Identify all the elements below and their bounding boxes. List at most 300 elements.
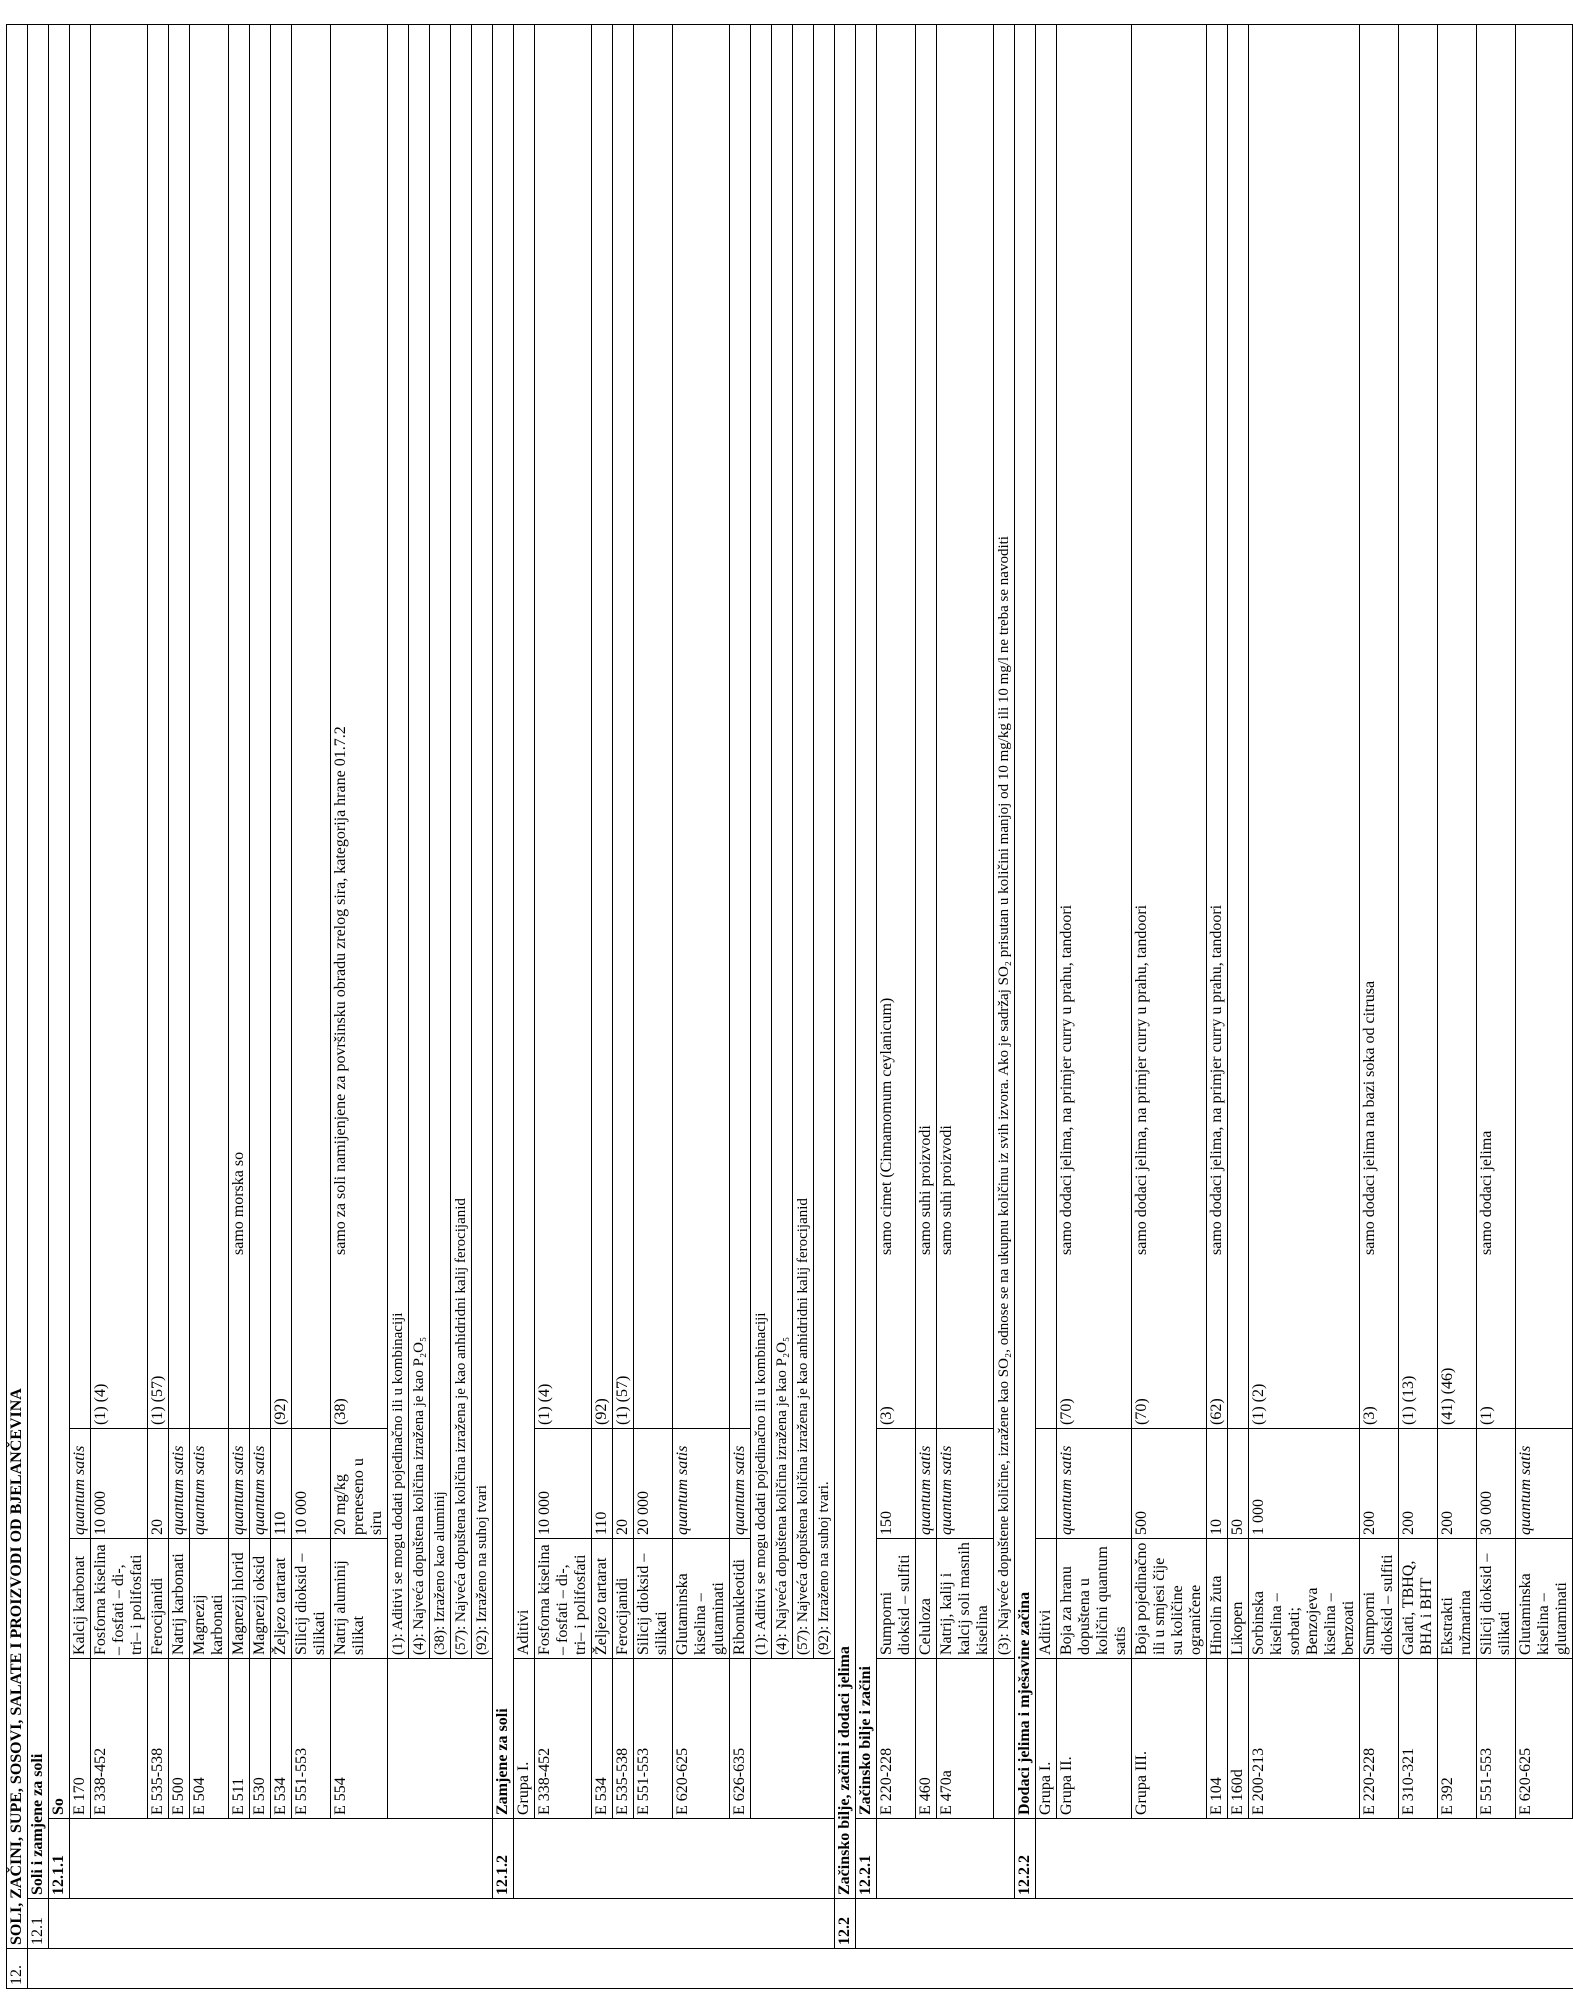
spacer-cell — [877, 1819, 916, 1899]
footnote: (57): Najveća dopuštena količina izražena je kao anhidridni kalij ferocijanid — [451, 24, 472, 1658]
restriction: samo suhi proizvodi — [938, 1125, 955, 1255]
footnote-row — [994, 24, 1015, 1988]
spacer-cell — [613, 1899, 634, 1949]
heading-number: 12.1.2 — [493, 1819, 514, 1899]
additive-code: E 338-452 — [91, 1659, 148, 1819]
restriction: samo cimet (Cinnamomum ceylanicum) — [878, 997, 895, 1255]
spacer-cell — [190, 1899, 229, 1949]
max-level: 500 — [1132, 1429, 1207, 1539]
spacer-cell — [472, 1949, 493, 1989]
group-row — [514, 24, 535, 1988]
table-row — [916, 24, 937, 1988]
category-number: 12.1.1 — [49, 1819, 70, 1899]
spacer-cell — [994, 1659, 1015, 1819]
table-row — [1249, 24, 1360, 1988]
spacer-cell — [535, 1819, 592, 1899]
spacer-cell — [409, 1899, 430, 1949]
footnote-refs: (1) (57) — [614, 1375, 631, 1425]
spacer-cell — [730, 1899, 751, 1949]
notes-and-restrictions — [634, 24, 673, 1428]
spacer-cell — [1207, 1819, 1228, 1899]
spacer-cell — [250, 1899, 271, 1949]
spacer-cell — [772, 1659, 793, 1819]
section-row — [7, 24, 28, 1988]
additive-code: E 530 — [250, 1659, 271, 1819]
spacer-cell — [1228, 1949, 1249, 1989]
table-row — [613, 24, 634, 1988]
spacer-cell — [70, 1899, 91, 1949]
spacer-cell — [250, 1819, 271, 1899]
food-additives-table — [6, 25, 1573, 1989]
spacer-cell — [190, 1949, 229, 1989]
spacer-cell — [292, 1949, 331, 1989]
subsection-row — [28, 24, 49, 1988]
max-level — [1036, 1429, 1057, 1539]
heading-row — [835, 24, 856, 1988]
heading-number: 12.2.2 — [1015, 1819, 1036, 1899]
spacer-cell — [430, 1659, 451, 1819]
spacer-cell — [1015, 1949, 1036, 1989]
notes-and-restrictions — [1477, 24, 1516, 1428]
spacer-cell — [1477, 1819, 1516, 1899]
spacer-cell — [1036, 1899, 1057, 1949]
heading-number: 12.2 — [835, 1899, 856, 1949]
spacer-cell — [1132, 1899, 1207, 1949]
spacer-cell — [70, 1949, 91, 1989]
spacer-cell — [169, 1819, 190, 1899]
subsection-title: Soli i zamjene za soli — [28, 24, 49, 1898]
additive-name: Željezo tartarat — [271, 1539, 292, 1659]
max-level: quantum satis — [916, 1429, 937, 1539]
spacer-cell — [292, 1819, 331, 1899]
additive-name: Silicij dioksid – silikati — [634, 1539, 673, 1659]
max-level: quantum satis — [1057, 1429, 1132, 1539]
table-row — [535, 24, 592, 1988]
spacer-cell — [430, 1949, 451, 1989]
subsection-number: 12.1 — [28, 1899, 49, 1949]
additive-name: Sorbinska kiselina – sorbati; Benzojeva kiselina – benzoati — [1249, 1539, 1360, 1659]
spacer-cell — [793, 1659, 814, 1819]
spacer-cell — [751, 1659, 772, 1819]
notes-and-restrictions — [1438, 24, 1477, 1428]
footnote-row — [793, 24, 814, 1988]
spacer-cell — [592, 1899, 613, 1949]
spacer-cell — [91, 1949, 148, 1989]
spacer-cell — [1036, 1949, 1057, 1989]
additive-code: E 620-625 — [673, 1659, 730, 1819]
spacer-cell — [91, 1819, 148, 1899]
spacer-cell — [514, 1819, 535, 1899]
max-level: quantum satis — [1516, 1429, 1573, 1539]
table-row — [1516, 24, 1573, 1988]
notes-and-restrictions — [250, 24, 271, 1428]
spacer-cell — [451, 1899, 472, 1949]
additive-name: Celuloza — [916, 1539, 937, 1659]
max-level: 1 000 — [1249, 1429, 1360, 1539]
heading-row — [1015, 24, 1036, 1988]
spacer-cell — [451, 1949, 472, 1989]
spacer-cell — [877, 1899, 916, 1949]
additive-name: Glutaminska kiselina – glutaminati — [673, 1539, 730, 1659]
table-row — [1036, 24, 1057, 1988]
spacer-cell — [388, 1899, 409, 1949]
additive-code: E 535-538 — [613, 1659, 634, 1819]
footnote-refs: (70) — [1058, 1398, 1075, 1425]
max-level: quantum satis — [70, 1429, 91, 1539]
spacer-cell — [1249, 1899, 1360, 1949]
max-level: 110 — [592, 1429, 613, 1539]
spacer-cell — [271, 1899, 292, 1949]
notes-and-restrictions — [292, 24, 331, 1428]
spacer-cell — [1399, 1949, 1438, 1989]
footnote-refs: (41) (46) — [1439, 1367, 1456, 1425]
footnote: (38): Izraženo kao aluminij — [430, 24, 451, 1658]
additive-code: Grupa II. — [1057, 1659, 1132, 1819]
spacer-cell — [1057, 1819, 1132, 1899]
spacer-cell — [1477, 1949, 1516, 1989]
restriction: samo za soli namijenjene za površinsku obradu zrelog sira, kategorija hrane 01.7.2 — [332, 726, 349, 1255]
additive-name: Magnezij oksid — [250, 1539, 271, 1659]
heading-title: Dodaci jelima i mješavine začina — [1015, 24, 1036, 1818]
max-level: 200 — [1399, 1429, 1438, 1539]
spacer-cell — [634, 1819, 673, 1899]
max-level: 150 — [877, 1429, 916, 1539]
spacer-cell — [1516, 1819, 1573, 1899]
spacer-cell — [592, 1819, 613, 1899]
spacer-cell — [331, 1899, 388, 1949]
table-row — [229, 24, 250, 1988]
additive-name: Magnezij hlorid — [229, 1539, 250, 1659]
spacer-cell — [1228, 1819, 1249, 1899]
heading-row — [856, 24, 877, 1988]
table-row — [673, 24, 730, 1988]
spacer-cell — [1036, 1819, 1057, 1899]
footnote-refs: (1) (57) — [149, 1375, 166, 1425]
additive-code: E 534 — [271, 1659, 292, 1819]
additive-name: Fosforna kiselina – fosfati – di-, tri– i polifosfati — [535, 1539, 592, 1659]
spacer-cell — [1057, 1899, 1132, 1949]
max-level: 20 000 — [634, 1429, 673, 1539]
footnote-refs: (1) — [1478, 1406, 1495, 1425]
max-level: quantum satis — [229, 1429, 250, 1539]
spacer-cell — [937, 1899, 994, 1949]
additive-code: Grupa I. — [1036, 1659, 1057, 1819]
notes-and-restrictions — [1249, 24, 1360, 1428]
additive-code: E 220-228 — [877, 1659, 916, 1819]
spacer-cell — [535, 1899, 592, 1949]
spacer-cell — [229, 1949, 250, 1989]
table-row — [1360, 24, 1399, 1988]
table-row — [592, 24, 613, 1988]
spacer-cell — [430, 1819, 451, 1899]
spacer-cell — [916, 1819, 937, 1899]
spacer-cell — [409, 1949, 430, 1989]
restriction: samo suhi proizvodi — [917, 1125, 934, 1255]
spacer-cell — [751, 1819, 772, 1899]
notes-and-restrictions — [1516, 24, 1573, 1428]
additive-name: Željezo tartarat — [592, 1539, 613, 1659]
additive-code: E 504 — [190, 1659, 229, 1819]
spacer-cell — [613, 1819, 634, 1899]
table-row — [1057, 24, 1132, 1988]
additive-code: E 511 — [229, 1659, 250, 1819]
spacer-cell — [451, 1659, 472, 1819]
spacer-cell — [751, 1899, 772, 1949]
additive-code: E 534 — [592, 1659, 613, 1819]
additive-code: E 310-321 — [1399, 1659, 1438, 1819]
spacer-cell — [1360, 1949, 1399, 1989]
table-row — [1399, 24, 1438, 1988]
spacer-cell — [169, 1899, 190, 1949]
additive-name: Ferocijanidi — [613, 1539, 634, 1659]
footnote-refs: (3) — [1361, 1406, 1378, 1425]
additive-code: E 620-625 — [1516, 1659, 1573, 1819]
spacer-cell — [1399, 1819, 1438, 1899]
spacer-cell — [673, 1949, 730, 1989]
notes-and-restrictions — [229, 24, 250, 1428]
additive-code: E 338-452 — [535, 1659, 592, 1819]
spacer-cell — [1228, 1899, 1249, 1949]
heading-number: 12.2.1 — [856, 1819, 877, 1899]
notes-and-restrictions — [1399, 24, 1438, 1428]
spacer-cell — [493, 1949, 514, 1989]
footnote-row — [388, 24, 409, 1988]
table-row — [148, 24, 169, 1988]
spacer-cell — [856, 1899, 877, 1949]
spacer-cell — [514, 1949, 535, 1989]
additive-code: E 160d — [1228, 1659, 1249, 1819]
max-level: 20 mg/kg preneseno u siru — [331, 1429, 388, 1539]
notes-and-restrictions — [271, 24, 292, 1428]
additive-name: Likopen — [1228, 1539, 1249, 1659]
restriction: samo morska so — [230, 1151, 247, 1255]
table-row — [190, 24, 229, 1988]
spacer-cell — [430, 1899, 451, 1949]
additive-name: Hinolin žuta — [1207, 1539, 1228, 1659]
spacer-cell — [1516, 1899, 1573, 1949]
spacer-cell — [1132, 1949, 1207, 1989]
spacer-cell — [772, 1819, 793, 1899]
additive-name: Natrij karbonati — [169, 1539, 190, 1659]
notes-and-restrictions — [613, 24, 634, 1428]
spacer-cell — [331, 1819, 388, 1899]
spacer-cell — [1360, 1819, 1399, 1899]
spacer-cell — [148, 1949, 169, 1989]
additive-name: Silicij dioksid – silikati — [292, 1539, 331, 1659]
additive-code: E 535-538 — [148, 1659, 169, 1819]
spacer-cell — [1015, 1899, 1036, 1949]
additive-code: E 220-228 — [1360, 1659, 1399, 1819]
footnote-row — [451, 24, 472, 1988]
max-level: 20 — [148, 1429, 169, 1539]
spacer-cell — [856, 1949, 877, 1989]
footnote-row — [751, 24, 772, 1988]
spacer-cell — [772, 1899, 793, 1949]
table-row — [70, 24, 91, 1988]
additive-name: Silicij dioksid – silikati — [1477, 1539, 1516, 1659]
additive-name: Sumporni dioksid – sulfiti — [877, 1539, 916, 1659]
table-row — [1207, 24, 1228, 1988]
restriction: samo dodaci jelima, na primjer curry u prahu, tandoori — [1133, 904, 1150, 1255]
additive-code: E 554 — [331, 1659, 388, 1819]
additive-code: E 170 — [70, 1659, 91, 1819]
spacer-cell — [1057, 1949, 1132, 1989]
spacer-cell — [1249, 1819, 1360, 1899]
spacer-cell — [634, 1949, 673, 1989]
additive-name: Ferocijanidi — [148, 1539, 169, 1659]
spacer-cell — [1132, 1819, 1207, 1899]
footnote: (1): Aditivi se mogu dodati pojedinačno ili u kombinaciji — [388, 24, 409, 1658]
additive-name: Sumporni dioksid – sulfiti — [1360, 1539, 1399, 1659]
additive-name: Glutaminska kiselina – glutaminati — [1516, 1539, 1573, 1659]
spacer-cell — [751, 1949, 772, 1989]
additives-table — [6, 24, 1573, 1989]
footnote-refs: (1) (13) — [1400, 1375, 1417, 1425]
additive-name: Aditivi — [1036, 1539, 1057, 1659]
spacer-cell — [814, 1949, 835, 1989]
spacer-cell — [835, 1949, 856, 1989]
footnote-row — [772, 24, 793, 1988]
additive-code: E 470a — [937, 1659, 994, 1819]
additive-name: Natrij aluminij silikat — [331, 1539, 388, 1659]
max-level: 20 — [613, 1429, 634, 1539]
max-level: 200 — [1360, 1429, 1399, 1539]
notes-and-restrictions — [916, 24, 937, 1428]
heading-title: Začinsko bilje, začini i dodaci jelima — [835, 24, 856, 1898]
spacer-cell — [814, 1819, 835, 1899]
notes-and-restrictions — [1207, 24, 1228, 1428]
spacer-cell — [472, 1899, 493, 1949]
footnote-row — [814, 24, 835, 1988]
footnote: (3): Najveće dopuštene količine, izražene kao SO₂, odnose se na ukupnu količinu iz svih izvora. Ako je sadržaj SO₂ prisutan u količini manjoj od 10 mg/kg ili 10 mg/l ne treba se navoditi — [994, 24, 1015, 1658]
category-row — [49, 24, 70, 1988]
spacer-cell — [409, 1659, 430, 1819]
spacer-cell — [916, 1899, 937, 1949]
table-row — [169, 24, 190, 1988]
spacer-cell — [388, 1659, 409, 1819]
table-row — [331, 24, 388, 1988]
additive-code: E 392 — [1438, 1659, 1477, 1819]
spacer-cell — [472, 1819, 493, 1899]
spacer-cell — [994, 1899, 1015, 1949]
notes-and-restrictions — [1228, 24, 1249, 1428]
footnote-refs: (1) (2) — [1250, 1383, 1267, 1425]
heading-title: Zamjene za soli — [493, 24, 514, 1818]
max-level: quantum satis — [673, 1429, 730, 1539]
spacer-cell — [271, 1949, 292, 1989]
notes-and-restrictions — [1360, 24, 1399, 1428]
notes-and-restrictions — [148, 24, 169, 1428]
max-level: quantum satis — [937, 1429, 994, 1539]
additive-code: E 500 — [169, 1659, 190, 1819]
restriction: samo dodaci jelima, na primjer curry u prahu, tandoori — [1208, 904, 1225, 1255]
spacer-cell — [388, 1819, 409, 1899]
notes-and-restrictions — [937, 24, 994, 1428]
footnote-row — [409, 24, 430, 1988]
notes-and-restrictions — [1057, 24, 1132, 1428]
spacer-cell — [814, 1659, 835, 1819]
spacer-cell — [916, 1949, 937, 1989]
table-row — [1477, 24, 1516, 1988]
table-row — [271, 24, 292, 1988]
notes-and-restrictions — [70, 24, 91, 1428]
group-name: Aditivi — [514, 24, 535, 1658]
additive-code: E 460 — [916, 1659, 937, 1819]
max-level: 10 000 — [292, 1429, 331, 1539]
table-row — [1438, 24, 1477, 1988]
max-level: 10 — [1207, 1429, 1228, 1539]
spacer-cell — [1249, 1949, 1360, 1989]
additive-code: E 104 — [1207, 1659, 1228, 1819]
max-level: 10 000 — [91, 1429, 148, 1539]
footnote-refs: (70) — [1133, 1398, 1150, 1425]
max-level: 110 — [271, 1429, 292, 1539]
spacer-cell — [793, 1819, 814, 1899]
table-row — [877, 24, 916, 1988]
spacer-cell — [793, 1949, 814, 1989]
spacer-cell — [1477, 1899, 1516, 1949]
spacer-cell — [292, 1899, 331, 1949]
footnote-refs: (1) (4) — [536, 1383, 553, 1425]
spacer-cell — [613, 1949, 634, 1989]
max-level: quantum satis — [169, 1429, 190, 1539]
spacer-cell — [1207, 1899, 1228, 1949]
table-row — [1132, 24, 1207, 1988]
spacer-cell — [793, 1899, 814, 1949]
spacer-cell — [229, 1899, 250, 1949]
max-level: 10 000 — [535, 1429, 592, 1539]
spacer-cell — [673, 1819, 730, 1899]
notes-and-restrictions — [91, 24, 148, 1428]
spacer-cell — [814, 1899, 835, 1949]
additive-code: E 551-553 — [292, 1659, 331, 1819]
table-row — [937, 24, 994, 1988]
table-row — [292, 24, 331, 1988]
notes-and-restrictions — [592, 24, 613, 1428]
footnote-row — [430, 24, 451, 1988]
spacer-cell — [1516, 1949, 1573, 1989]
heading-title: Začinsko bilje i začini — [856, 24, 877, 1818]
spacer-cell — [937, 1819, 994, 1899]
table-row — [91, 24, 148, 1988]
spacer-cell — [772, 1949, 793, 1989]
spacer-cell — [994, 1949, 1015, 1989]
group-code: Grupa I. — [514, 1659, 535, 1819]
spacer-cell — [592, 1949, 613, 1989]
spacer-cell — [148, 1819, 169, 1899]
spacer-cell — [451, 1819, 472, 1899]
spacer-cell — [673, 1899, 730, 1949]
footnote: (92): Izraženo na suhoj tvari. — [814, 24, 835, 1658]
spacer-cell — [229, 1819, 250, 1899]
notes-and-restrictions — [1036, 24, 1057, 1428]
spacer-cell — [70, 1819, 91, 1899]
spacer-cell — [271, 1819, 292, 1899]
category-title: So — [49, 24, 70, 1818]
footnote: (4): Najveća dopuštena količina izražena je kao P₂O₅ — [409, 24, 430, 1658]
spacer-cell — [148, 1899, 169, 1949]
additive-code: E 200-213 — [1249, 1659, 1360, 1819]
spacer-cell — [250, 1949, 271, 1989]
spacer-cell — [1438, 1819, 1477, 1899]
table-row — [730, 24, 751, 1988]
spacer-cell — [1438, 1899, 1477, 1949]
footnote-refs: (38) — [332, 1398, 349, 1425]
spacer-cell — [409, 1819, 430, 1899]
max-level: 200 — [1438, 1429, 1477, 1539]
heading-row — [493, 24, 514, 1988]
footnote-row — [472, 24, 493, 1988]
